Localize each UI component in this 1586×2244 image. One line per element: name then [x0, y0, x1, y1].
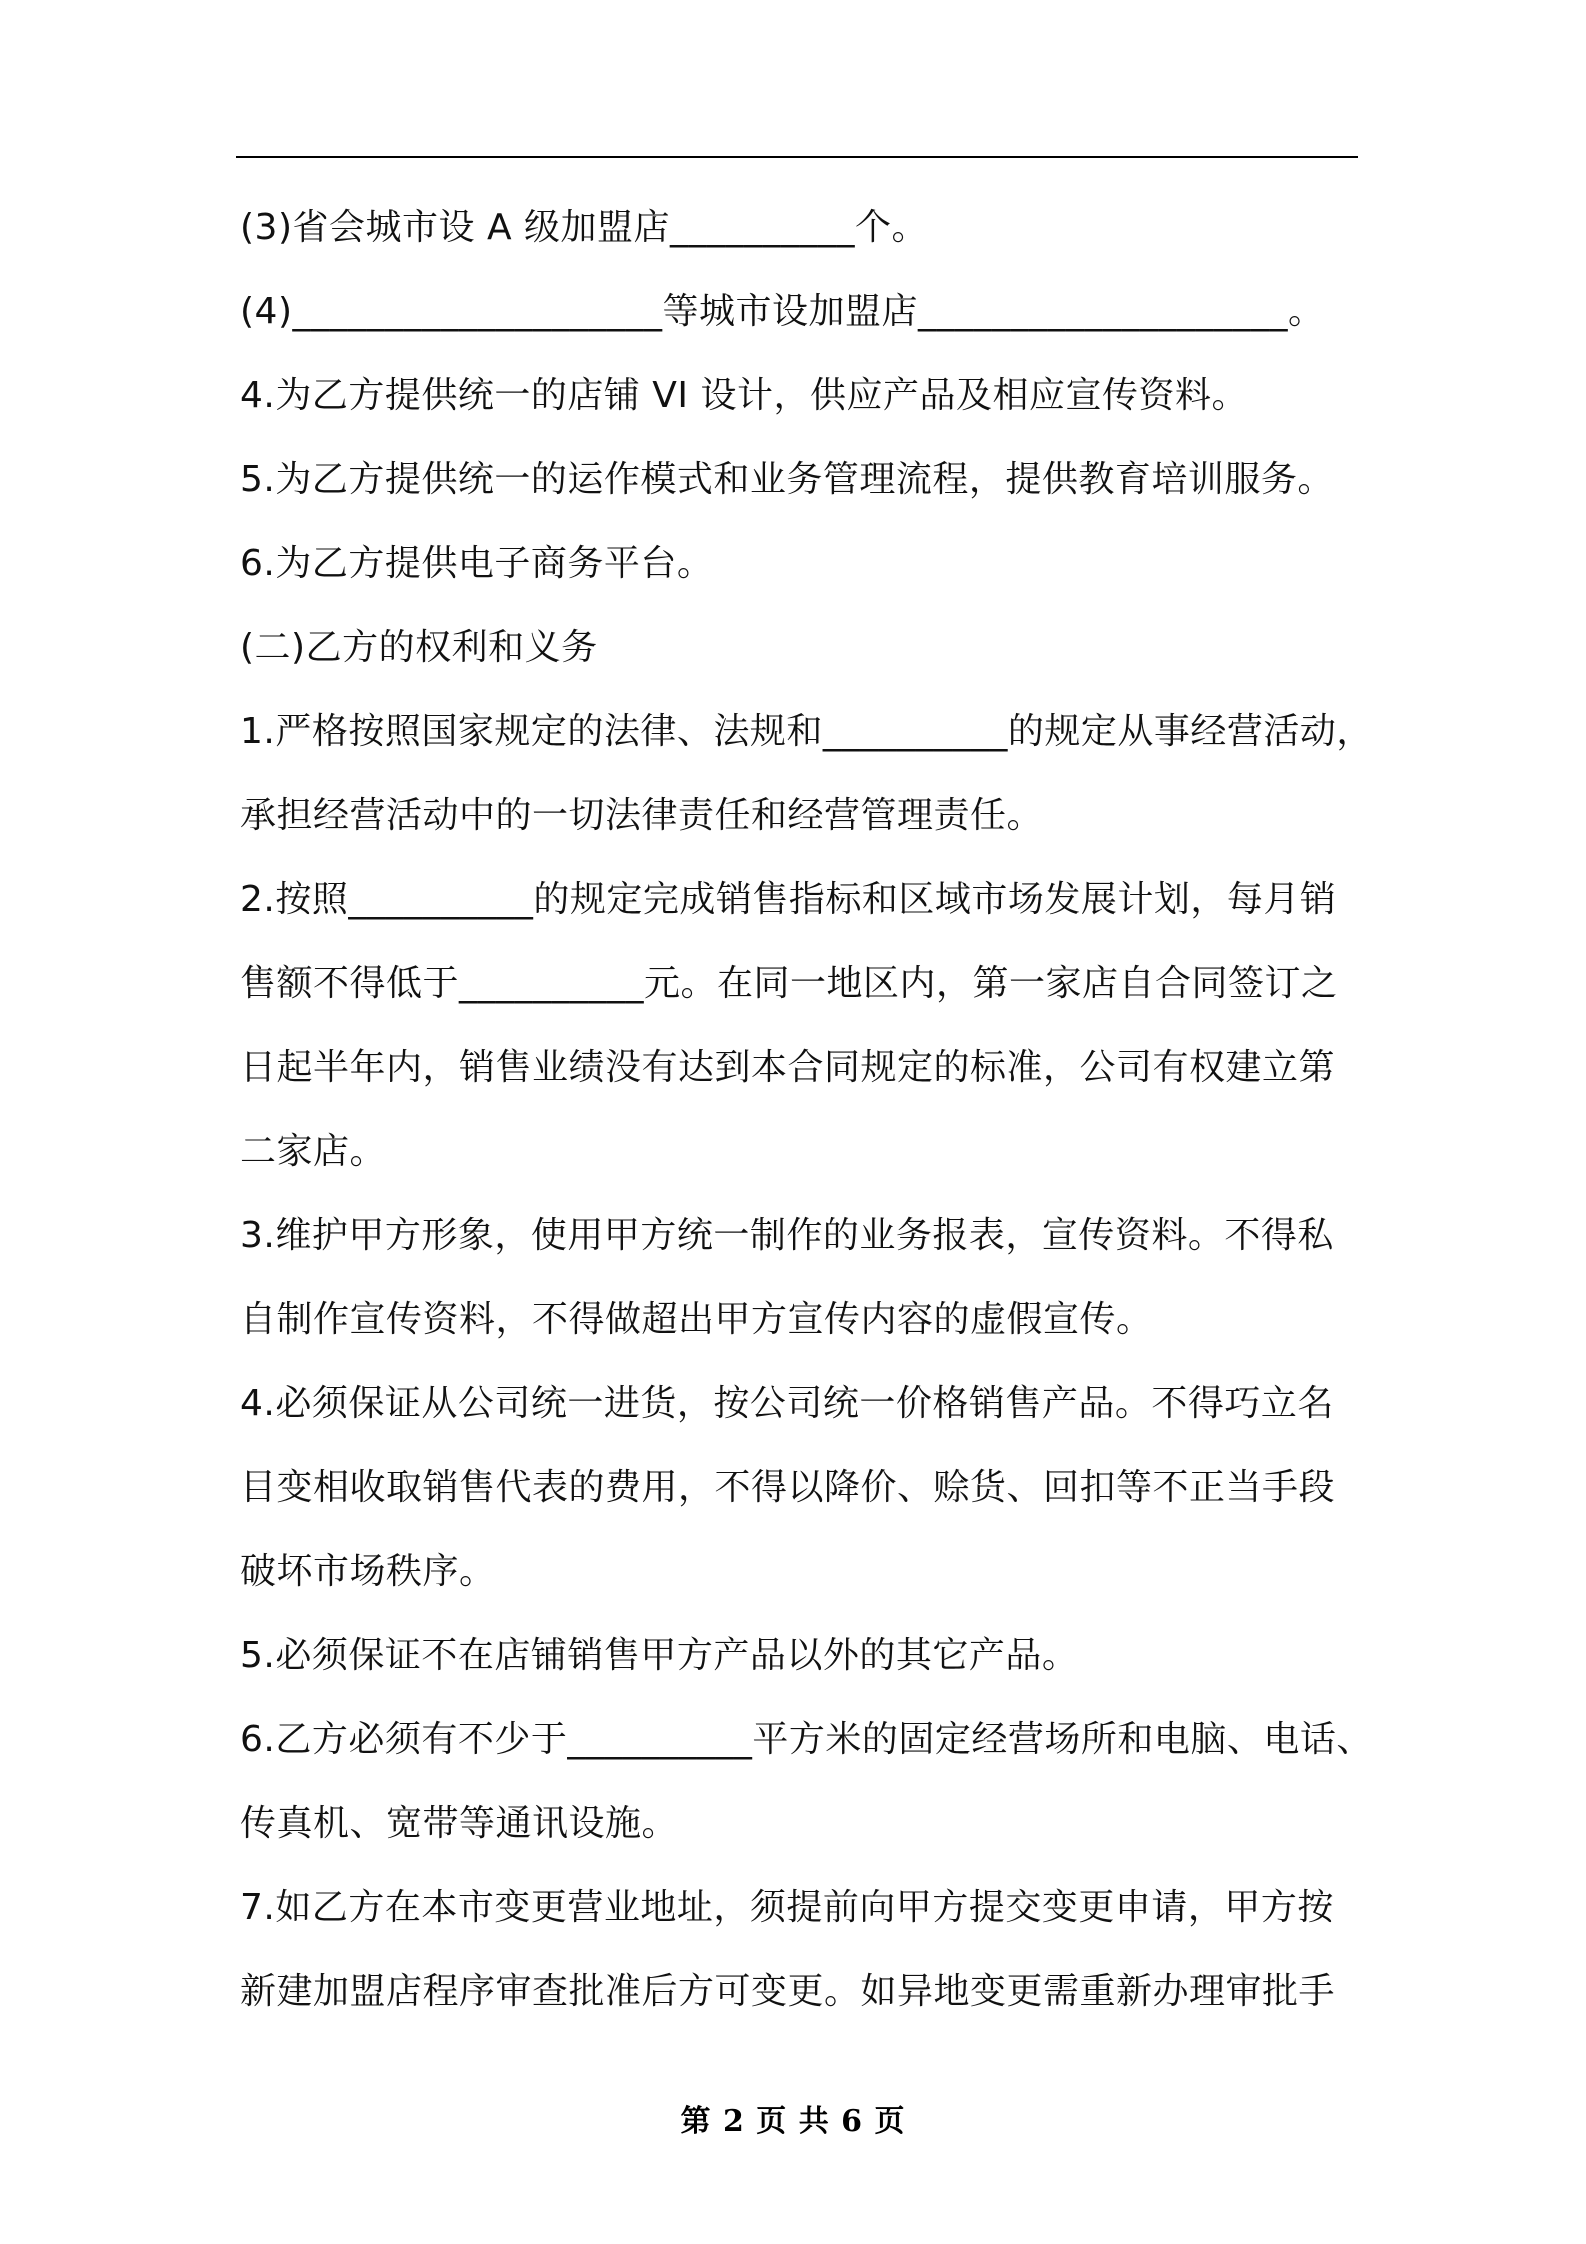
line-duty-6a: 6.乙方必须有不少于__________平方米的固定经营场所和电脑、电话、: [240, 1719, 1373, 1760]
line-duty-4a: 4.必须保证从公司统一进货，按公司统一价格销售产品。不得巧立名: [240, 1383, 1334, 1424]
section-heading: (二)乙方的权利和义务: [240, 627, 598, 668]
document-body: [240, 186, 1373, 2034]
line-branch-a: (3)省会城市设 A 级加盟店__________个。: [240, 207, 929, 248]
line-duty-4c: 破坏市场秩序。: [240, 1551, 496, 1592]
line-duty-5: 5.必须保证不在店铺销售甲方产品以外的其它产品。: [240, 1635, 1079, 1676]
line-branch-other: (4)____________________等城市设加盟店____________________。: [240, 291, 1325, 332]
line-item-4: 4.为乙方提供统一的店铺 VI 设计，供应产品及相应宣传资料。: [240, 375, 1248, 416]
line-duty-7a: 7.如乙方在本市变更营业地址，须提前向甲方提交变更申请，甲方按: [240, 1887, 1334, 1928]
line-duty-1a: 1.严格按照国家规定的法律、法规和__________的规定从事经营活动，: [240, 711, 1373, 752]
line-duty-1b: 承担经营活动中的一切法律责任和经营管理责任。: [240, 795, 1044, 836]
line-duty-3a: 3.维护甲方形象，使用甲方统一制作的业务报表，宣传资料。不得私: [240, 1215, 1334, 1256]
line-duty-4b: 目变相收取销售代表的费用，不得以降价、赊货、回扣等不正当手段: [240, 1467, 1336, 1508]
line-duty-2d: 二家店。: [240, 1131, 387, 1172]
page-number: 第 2 页 共 6 页: [680, 2104, 906, 2139]
header-rule: [236, 156, 1358, 158]
line-item-5: 5.为乙方提供统一的运作模式和业务管理流程，提供教育培训服务。: [240, 459, 1334, 500]
line-duty-2c: 日起半年内，销售业绩没有达到本合同规定的标准，公司有权建立第: [240, 1047, 1336, 1088]
line-duty-6b: 传真机、宽带等通讯设施。: [240, 1803, 679, 1844]
line-duty-3b: 自制作宣传资料，不得做超出甲方宣传内容的虚假宣传。: [240, 1299, 1153, 1340]
line-duty-2b: 售额不得低于__________元。在同一地区内，第一家店自合同签订之: [240, 963, 1338, 1004]
line-duty-7b: 新建加盟店程序审查批准后方可变更。如异地变更需重新办理审批手: [240, 1971, 1336, 2012]
line-duty-2a: 2.按照__________的规定完成销售指标和区域市场发展计划，每月销: [240, 879, 1337, 920]
line-item-6: 6.为乙方提供电子商务平台。: [240, 543, 714, 584]
